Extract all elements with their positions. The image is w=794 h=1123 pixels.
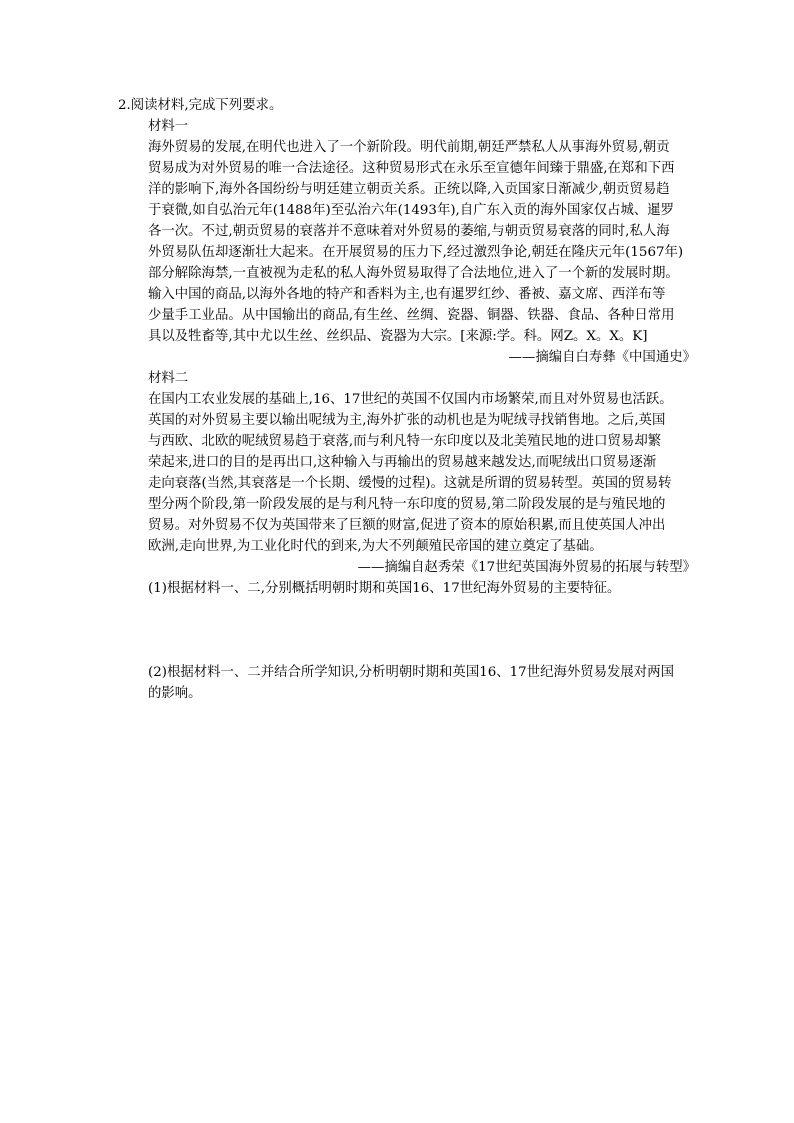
material2-line: 英国的对外贸易主要以输出呢绒为主,海外扩张的动机也是为呢绒寻找销售地。之后,英国 xyxy=(148,413,666,428)
subquestion-1: (1)根据材料一、二,分别概括明朝时期和英国16、17世纪海外贸易的主要特征。 xyxy=(148,581,621,596)
material1-line: 少量手工业品。从中国输出的商品,有生丝、丝绸、瓷器、铜器、铁器、食品、各种日常用 xyxy=(148,308,675,323)
question-title: 2.阅读材料,完成下列要求。 xyxy=(118,98,283,113)
material1-line: 各一次。不过,朝贡贸易的衰落并不意味着对外贸易的萎缩,与朝贡贸易衰落的同时,私人海 xyxy=(148,224,670,239)
material1-line: 洋的影响下,海外各国纷纷与明廷建立朝贡关系。正统以降,入贡国家日渐减少,朝贡贸易趋 xyxy=(148,182,670,197)
material1-line: 具以及牲畜等,其中尤以生丝、丝织品、瓷器为大宗。[来源:学。科。网Z。X。X。K] xyxy=(148,329,648,344)
material2-line: 走向衰落(当然,其衰落是一个长期、缓慢的过程)。这就是所谓的贸易转型。英国的贸易转 xyxy=(148,476,672,491)
material1-line: 输入中国的商品,以海外各地的特产和香料为主,也有暹罗红纱、番被、嘉文席、西洋布等 xyxy=(148,287,666,302)
subquestion-2-line: 的影响。 xyxy=(148,686,202,701)
subquestion-2-line: (2)根据材料一、二并结合所学知识,分析明朝时期和英国16、17世纪海外贸易发展对两国 xyxy=(148,665,674,680)
material2-line: 荣起来,进口的目的是再出口,这种输入与再输出的贸易越来越发达,而呢绒出口贸易逐渐 xyxy=(148,455,657,470)
material2-line: 欧洲,走向世界,为工业化时代的到来,为大不列颠殖民帝国的建立奠定了基础。 xyxy=(148,539,603,554)
material2-heading: 材料二 xyxy=(148,371,189,386)
material2-line: 在国内工农业发展的基础上,16、17世纪的英国不仅国内市场繁荣,而且对外贸易也活跃。 xyxy=(148,392,673,407)
material2-line: 贸易。对外贸易不仅为英国带来了巨额的财富,促进了资本的原始积累,而且使英国人冲出 xyxy=(148,518,666,533)
material1-heading: 材料一 xyxy=(148,119,189,134)
material1-line: 贸易成为对外贸易的唯一合法途径。这种贸易形式在永乐至宣德年间臻于鼎盛,在郑和下西 xyxy=(148,161,675,176)
material2-line: 型分两个阶段,第一阶段发展的是与利凡特一东印度的贸易,第二阶段发展的是与殖民地的 xyxy=(148,497,666,512)
material2-source: ——摘编自赵秀荣《17世纪英国海外贸易的拓展与转型》 xyxy=(357,560,696,575)
material1-line: 于衰微,如自弘治元年(1488年)至弘治六年(1493年),自广东入贡的海外国家仅占城、暹罗 xyxy=(148,203,675,218)
material1-source: ——摘编自白寿彝《中国通史》 xyxy=(508,350,696,365)
material1-line: 部分解除海禁,一直被视为走私的私人海外贸易取得了合法地位,进入了一个新的发展时期。 xyxy=(148,266,679,281)
material1-line: 海外贸易的发展,在明代也进入了一个新阶段。明代前期,朝廷严禁私人从事海外贸易,朝贡 xyxy=(148,140,670,155)
material2-line: 与西欧、北欧的呢绒贸易趋于衰落,而与利凡特一东印度以及北美殖民地的进口贸易却繁 xyxy=(148,434,662,449)
material1-line: 外贸易队伍却逐渐壮大起来。在开展贸易的压力下,经过激烈争论,朝廷在隆庆元年(1567年) xyxy=(148,245,684,260)
